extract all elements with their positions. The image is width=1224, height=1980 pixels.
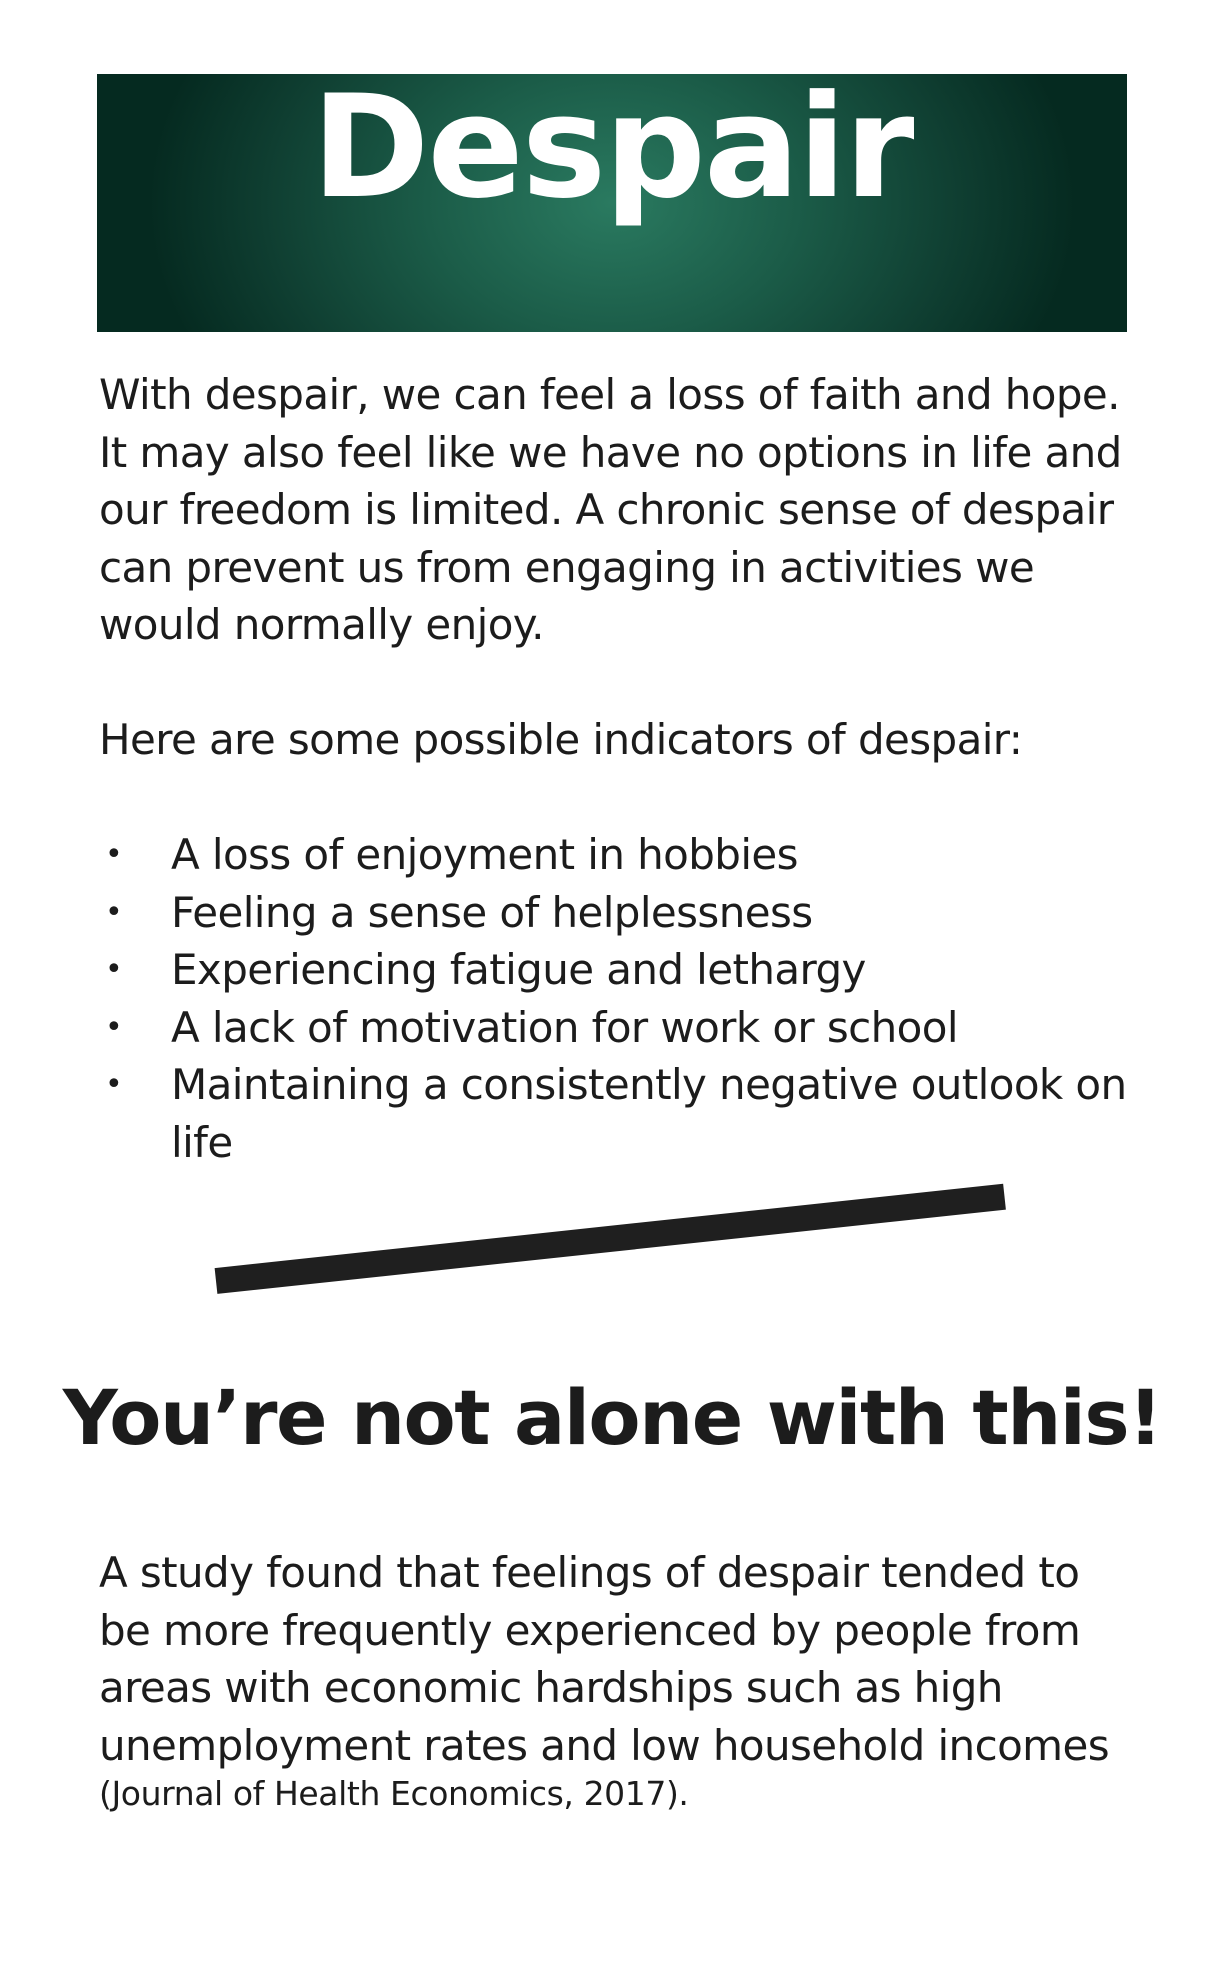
closing-heading: You’re not alone with this! xyxy=(62,1373,1162,1462)
list-item-text: Experiencing fatigue and lethargy xyxy=(171,945,866,994)
list-item-text: A lack of motivation for work or school xyxy=(171,1002,958,1052)
list-item xyxy=(99,884,1129,942)
list-item xyxy=(99,999,1129,1057)
list-item xyxy=(99,941,1129,999)
list-item-text: Feeling a sense of helplessness xyxy=(171,887,813,937)
bullet-icon: • xyxy=(105,894,123,930)
bullet-icon: • xyxy=(105,952,123,987)
intro-paragraph: With despair, we can feel a loss of faith and hope. It may also feel like we have no options in life and our freedom is limited. A chronic sense of despair can prevent us from engaging in activities we would normally enjoy. xyxy=(99,370,1122,649)
slanted-divider xyxy=(215,1184,1006,1294)
list-item-text: A loss of enjoyment in hobbies xyxy=(171,830,798,879)
list-item-text: Maintaining a consistently negative outlook on life xyxy=(171,1060,1127,1167)
citation: (Journal of Health Economics, 2017). xyxy=(99,1774,689,1813)
bullet-icon: • xyxy=(105,1067,123,1102)
bullet-icon: • xyxy=(105,1009,123,1045)
page-title: Despair xyxy=(311,65,913,231)
indicators-list xyxy=(99,826,1129,1171)
bullet-icon: • xyxy=(105,837,123,872)
study-paragraph: A study found that feelings of despair tended to be more frequently experienced by people from areas with economic hardships such as high unemployment rates and low household incomes xyxy=(99,1548,1110,1770)
indicators-lead: Here are some possible indicators of despair: xyxy=(99,715,1023,764)
list-item xyxy=(99,826,1129,884)
title-banner xyxy=(97,65,1127,332)
list-item xyxy=(99,1056,1129,1171)
